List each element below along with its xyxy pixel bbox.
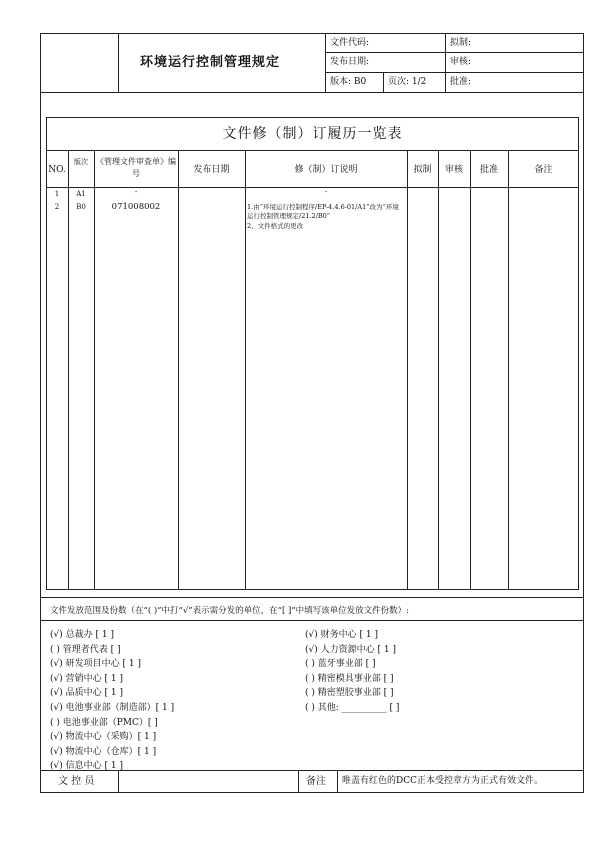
distribution-item: (√) 财务中心 [ 1 ] — [305, 630, 378, 640]
distribution-item: ( ) 精密模具事业部 [ ] — [305, 673, 394, 684]
distribution-item: (√) 信息中心 [ 1 ] — [50, 761, 123, 772]
col-header-version: 版次 — [74, 158, 88, 166]
header-row1-line — [325, 52, 584, 53]
distribution-item: (√) 营销中心 [ 1 ] — [50, 673, 123, 684]
review-label: 审核: — [450, 57, 472, 67]
col-header-release-date: 发布日期 — [193, 165, 230, 175]
footer-divider-2 — [298, 770, 299, 793]
col-line-2 — [94, 150, 95, 590]
table-title-line — [46, 150, 579, 151]
row2-no: 2 — [54, 203, 60, 211]
header-version-divider — [383, 72, 384, 92]
distribution-item: (√) 研发项目中心 [ 1 ] — [50, 659, 141, 670]
distribution-item: ( ) 精密塑胶事业部 [ ] — [305, 688, 394, 699]
col-header-no: NO. — [48, 165, 66, 175]
distribution-item: ( ) 管理者代表 [ ] — [50, 644, 121, 655]
col-line-8 — [508, 150, 509, 590]
col-header-remark: 备注 — [534, 165, 553, 175]
col-header-description: 修（制）订说明 — [294, 165, 358, 175]
footer-remark-text: 唯盖有红色的DCC正本受控章方为正式有效文件。 — [342, 776, 543, 786]
col-line-5 — [407, 150, 408, 590]
header-logo-divider — [118, 33, 119, 92]
distribution-item: (√) 总裁办 [ 1 ] — [50, 630, 114, 640]
header-row2-line — [325, 72, 584, 73]
footer-controller-label: 文 控 员 — [58, 776, 95, 787]
footer-top-line — [40, 770, 584, 771]
header-title-divider — [325, 33, 326, 92]
footer-remark-label: 备注 — [306, 776, 326, 787]
row2-version: B0 — [76, 203, 86, 211]
row2-description-line2: 2、文件格式的更改 — [247, 222, 304, 230]
row2-review-no: 071008002 — [111, 202, 161, 212]
row1-description: - — [324, 188, 328, 196]
col-line-7 — [470, 150, 471, 590]
col-header-review: 审核 — [444, 165, 463, 175]
footer-divider-1 — [118, 770, 119, 793]
distribution-item: (√) 物流中心（仓库）[ 1 ] — [50, 746, 157, 757]
distribution-item: (√) 电池事业部（制造部）[ 1 ] — [50, 703, 175, 713]
col-line-6 — [438, 150, 439, 590]
row1-no: 1 — [54, 190, 60, 198]
col-line-1 — [68, 150, 69, 590]
col-header-approve: 批准 — [479, 165, 498, 175]
row1-version: A1 — [76, 190, 86, 198]
distribution-item: ( ) 其他: __________ [ ] — [305, 703, 400, 713]
distribution-item: (√) 品质中心 [ 1 ] — [50, 688, 123, 699]
doc-code-label: 文件代码: — [330, 38, 370, 48]
distribution-instruction-line — [40, 620, 584, 621]
document-title: 环境运行控制管理规定 — [140, 55, 281, 70]
col-header-review-no: 《管理文件审查单》编号 — [96, 157, 176, 178]
page-label: 页次: 1/2 — [388, 77, 427, 87]
col-line-4 — [245, 150, 246, 590]
distribution-item: ( ) 电池事业部（PMC）[ ] — [50, 717, 158, 728]
table-title: 文件修（制）订履历一览表 — [222, 126, 403, 142]
row2-description-line1: 1.由“环境运行控制程序/EP-4.4.6-01/A1”改为“环境运行控制管理规定/21.2/B0” — [247, 203, 399, 220]
header-bottom-line — [40, 92, 584, 93]
approve-label: 批准: — [450, 77, 472, 87]
col-header-prepared: 拟制 — [413, 165, 432, 175]
col-line-3 — [178, 150, 179, 590]
prepared-label: 拟制: — [450, 38, 472, 48]
version-label: 版本: B0 — [330, 77, 367, 87]
footer-divider-3 — [337, 770, 338, 793]
header-sign-divider — [445, 33, 446, 92]
issue-date-label: 发布日期: — [330, 57, 370, 67]
distribution-item: (√) 人力资源中心 [ 1 ] — [305, 644, 396, 655]
distribution-item: (√) 物流中心（采购）[ 1 ] — [50, 732, 157, 743]
distribution-item: ( ) 蓝牙事业部 [ ] — [305, 659, 376, 670]
distribution-instruction: 文件发放范围及份数（在“( )”中打“√”表示需分发的单位，在“[ ]”中填写该单位发放文件份数）: — [50, 606, 410, 616]
distribution-top-line — [40, 597, 584, 598]
row1-review-no: - — [134, 188, 138, 196]
